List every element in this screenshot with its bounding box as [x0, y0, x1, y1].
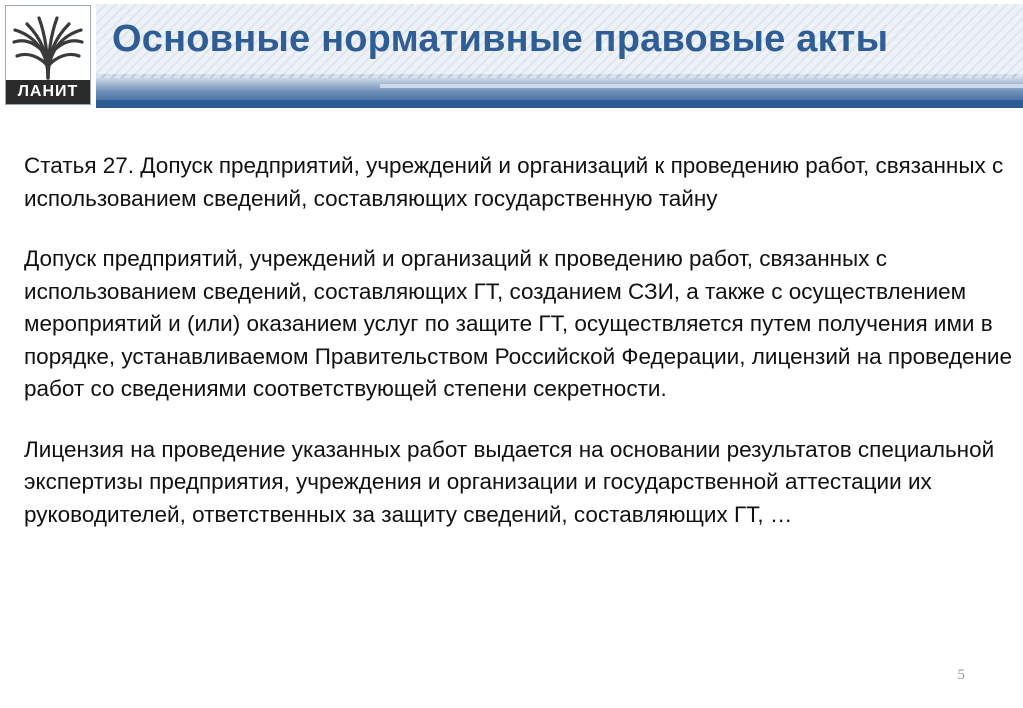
slide-title: Основные нормативные правовые акты: [112, 18, 889, 60]
slide-body: [24, 150, 1014, 531]
company-logo: [6, 6, 90, 104]
paragraph-license: Лицензия на проведение указанных работ выдается на основании результатов специальной экспертизы предприятия, учреждения и организации и государственной аттестации их руководителей, ответственных за защиту сведений, составляющих ГТ, …: [24, 436, 995, 527]
lanit-logo-icon: [11, 12, 85, 82]
paragraph-admission: Допуск предприятий, учреждений и организаций к проведению работ, связанных с использованием сведений, составляющих ГТ, созданием СЗИ, а также с осуществлением мероприятий и (или) оказанием услуг по защите ГТ, осуществляется путем получения ими в порядке, устанавливаемом Правительством Российской Федерации, лицензий на проведение работ со сведениями соответствующей степени секретности.: [24, 246, 1012, 401]
logo-wordmark: ЛАНИТ: [6, 80, 90, 104]
slide-header: [0, 0, 1023, 108]
paragraph-article-heading: Статья 27. Допуск предприятий, учреждений и организаций к проведению работ, связанных с использованием сведений, составляющих государственную тайну: [24, 153, 1004, 211]
page-number: 5: [957, 667, 965, 683]
